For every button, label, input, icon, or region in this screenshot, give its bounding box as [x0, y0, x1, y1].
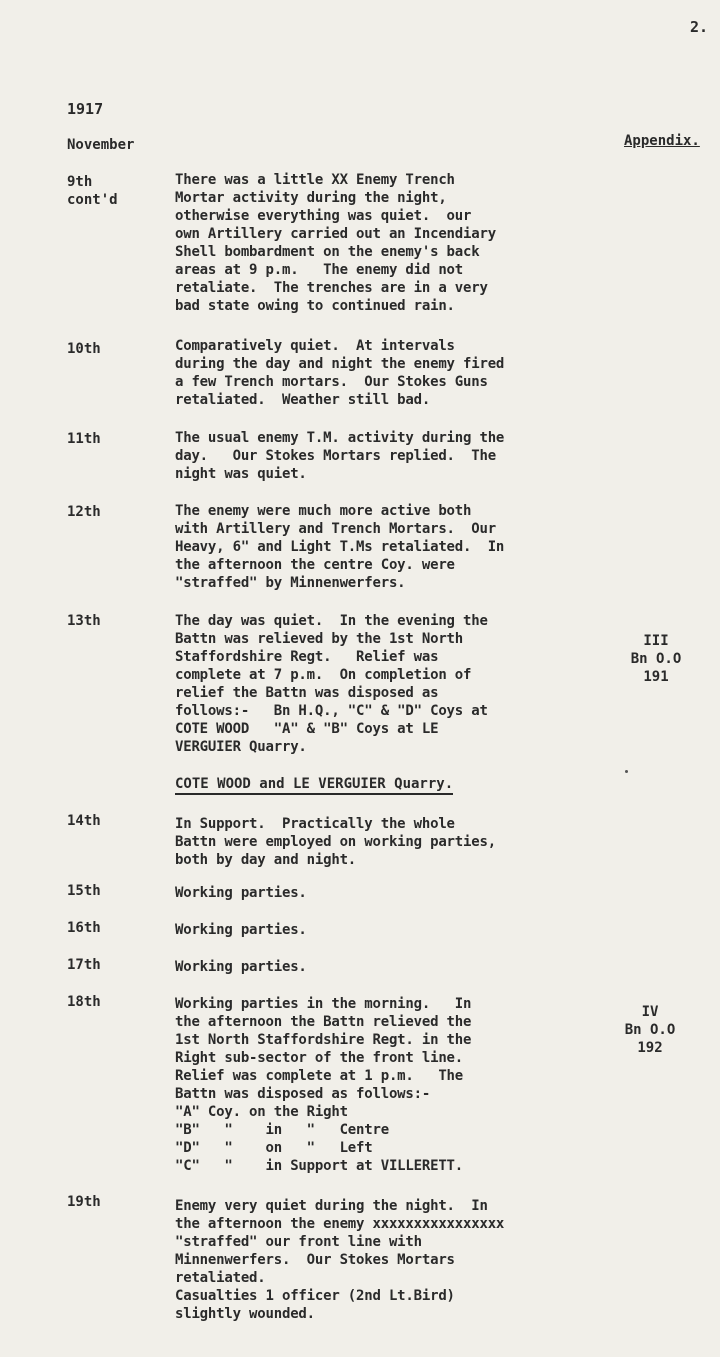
page-number: 2. [690, 18, 709, 36]
entry-date-9: 9th cont'd [67, 174, 118, 208]
ink-speck [625, 770, 628, 773]
appendix-ref-18: IV Bn O.O 192 [624, 1004, 676, 1056]
entry-date-13: 13th [67, 613, 101, 629]
diary-month: November [67, 137, 135, 153]
appendix-column-header: Appendix. [624, 133, 700, 149]
entry-text-13: The day was quiet. In the evening the Battn was relieved by the 1st North Staffordshire Regt. Relief was complete at 7 p.m. On completion of relief the Battn was disposed as follows:- Bn H.Q., "C" & "D" Coys at COTE WOOD "A" & "B" Coys at LE VERGUIER Quarry. [175, 613, 488, 755]
entry-date-10: 10th [67, 341, 101, 357]
appendix-ref-13: III Bn O.O 191 [630, 633, 682, 685]
entry-text-14: In Support. Practically the whole Battn were employed on working parties, both by day and night. [175, 816, 496, 868]
entry-date-18: 18th [67, 994, 101, 1010]
entry-date-11: 11th [67, 431, 101, 447]
section-heading: COTE WOOD and LE VERGUIER Quarry. [175, 776, 453, 795]
entry-date-12: 12th [67, 504, 101, 520]
entry-date-19: 19th [67, 1194, 101, 1210]
entry-text-10: Comparatively quiet. At intervals during the day and night the enemy fired a few Trench mortars. Our Stokes Guns retaliated. Weather still bad. [175, 338, 505, 408]
entry-date-16: 16th [67, 920, 101, 936]
entry-text-9: There was a little XX Enemy Trench Mortar activity during the night, otherwise everything was quiet. our own Artillery carried out an Incendiary Shell bombardment on the enemy's back areas at 9 p.m. The enemy did not retaliate. The trenches are in a very bad state owing to continued rain. [175, 172, 496, 314]
entry-text-18: Working parties in the morning. In the afternoon the Battn relieved the 1st North Staffordshire Regt. in the Right sub-sector of the front line. Relief was complete at 1 p.m. The Battn was disposed as follows:- "A" Coy. on the Right "B" " in " Centre "D" " on " Left "C" " in Support at VILLERETT. [175, 996, 472, 1174]
entry-date-14: 14th [67, 813, 101, 829]
entry-text-15: Working parties. [175, 885, 307, 901]
entry-date-17: 17th [67, 957, 101, 973]
diary-year: 1917 [67, 100, 104, 118]
entry-text-19: Enemy very quiet during the night. In the afternoon the enemy xxxxxxxxxxxxxxxx "straffed" our front line with Minnenwerfers. Our Stokes Mortars retaliated. Casualties 1 officer (2nd Lt.Bird) slightly wounded. [175, 1198, 505, 1322]
entry-date-15: 15th [67, 883, 101, 899]
entry-text-17: Working parties. [175, 959, 307, 975]
entry-text-12: The enemy were much more active both with Artillery and Trench Mortars. Our Heavy, 6" and Light T.Ms retaliated. In the afternoon the centre Coy. were "straffed" by Minnenwerfers. [175, 503, 505, 591]
entry-text-11: The usual enemy T.M. activity during the day. Our Stokes Mortars replied. The night was quiet. [175, 430, 505, 482]
entry-text-16: Working parties. [175, 922, 307, 938]
